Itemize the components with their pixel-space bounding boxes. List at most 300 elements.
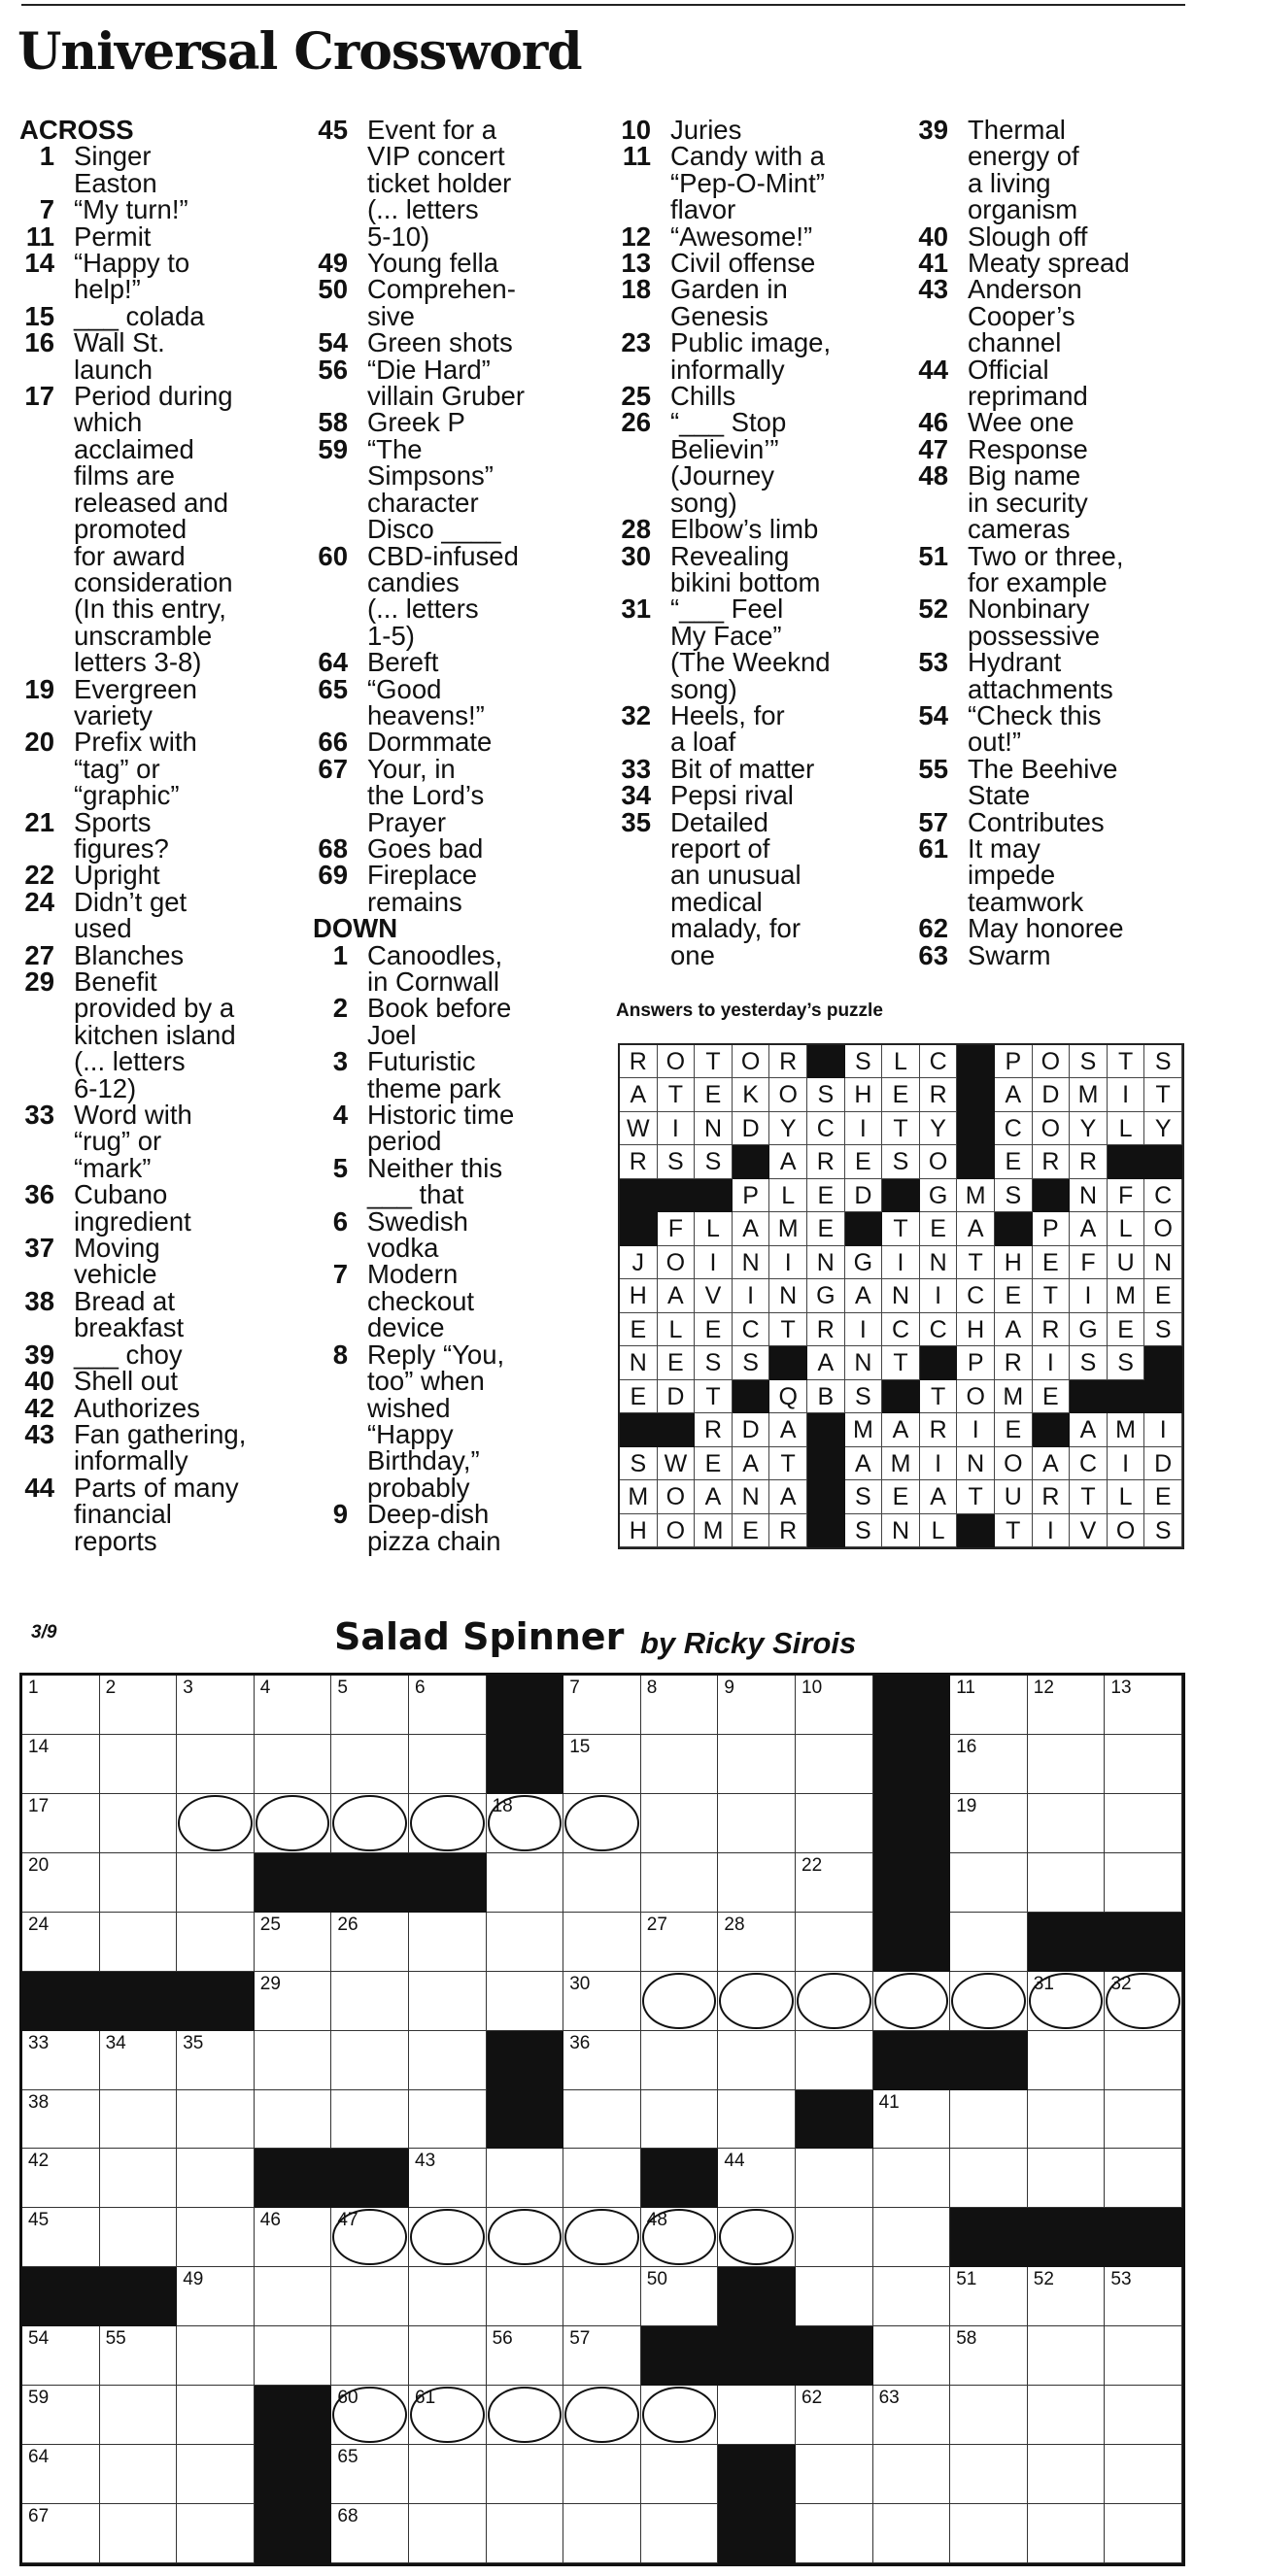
grid-cell[interactable] [796, 1735, 873, 1794]
down-clue[interactable] [313, 1152, 593, 1210]
grid-cell[interactable] [563, 2149, 641, 2208]
down-clue[interactable] [913, 356, 1195, 410]
grid-cell[interactable] [177, 1913, 255, 1972]
grid-cell[interactable] [409, 1913, 487, 1972]
grid-cell[interactable] [641, 1794, 719, 1853]
clue-text: Blanches [74, 939, 185, 970]
down-clue[interactable] [616, 699, 896, 758]
answer-block [807, 1045, 845, 1078]
clue-text: “Die Hard” villain Gruber [367, 354, 526, 412]
grid-cell[interactable] [563, 1913, 641, 1972]
grid-cell[interactable] [718, 2149, 796, 2208]
grid-cell[interactable] [177, 2267, 255, 2326]
grid-cell[interactable] [796, 2149, 873, 2208]
grid-cell[interactable] [1028, 2326, 1106, 2386]
grid-cell[interactable] [563, 2090, 641, 2150]
grid-cell[interactable] [641, 2386, 719, 2445]
grid-cell[interactable] [255, 1735, 332, 1794]
grid-cell[interactable] [255, 1972, 332, 2031]
grid-cell[interactable] [255, 1913, 332, 1972]
grid-cell[interactable] [1105, 2031, 1182, 2090]
grid-cell[interactable] [331, 2386, 409, 2445]
grid-cell[interactable] [1105, 2267, 1182, 2326]
clue-text: Response [968, 433, 1088, 464]
grid-block [255, 2504, 332, 2563]
down-clue[interactable] [313, 1259, 593, 1343]
across-clue[interactable] [313, 540, 593, 651]
grid-cell[interactable] [1028, 2445, 1106, 2504]
grid-cell[interactable] [1105, 2386, 1182, 2445]
grid-cell[interactable] [487, 1794, 564, 1853]
grid-cell[interactable] [331, 2445, 409, 2504]
across-clue[interactable] [19, 143, 274, 196]
grid-cell[interactable] [1105, 1794, 1182, 1853]
across-clue[interactable] [19, 806, 274, 864]
grid-cell[interactable] [487, 2267, 564, 2326]
answer-cell: M [769, 1212, 807, 1245]
across-clue[interactable] [19, 1181, 274, 1235]
grid-cell[interactable] [641, 2445, 719, 2504]
grid-cell[interactable] [641, 1735, 719, 1794]
grid-cell[interactable] [950, 2504, 1028, 2563]
down-clue[interactable] [616, 117, 896, 143]
grid-cell[interactable] [563, 1676, 641, 1735]
down-clue[interactable] [616, 780, 896, 811]
across-clue[interactable] [19, 939, 274, 970]
grid-cell[interactable] [409, 2326, 487, 2386]
down-clue[interactable] [913, 220, 1195, 252]
grid-cell[interactable] [641, 2208, 719, 2267]
grid-cell[interactable] [331, 2208, 409, 2267]
grid-cell[interactable] [409, 2267, 487, 2326]
grid-cell[interactable] [796, 1853, 873, 1913]
grid-cell[interactable] [1028, 2504, 1106, 2563]
grid-cell[interactable] [409, 2386, 487, 2445]
grid-cell[interactable] [177, 2031, 255, 2090]
grid-cell[interactable] [796, 1913, 873, 1972]
grid-cell[interactable] [331, 2031, 409, 2090]
grid-cell[interactable] [1028, 2149, 1106, 2208]
grid-cell[interactable] [873, 2149, 951, 2208]
grid-cell[interactable] [796, 1972, 873, 2031]
grid-cell[interactable] [100, 2031, 178, 2090]
down-clue[interactable] [313, 995, 593, 1048]
grid-cell[interactable] [1028, 1794, 1106, 1853]
grid-cell[interactable] [718, 2386, 796, 2445]
grid-cell[interactable] [409, 1972, 487, 2031]
down-clue[interactable] [313, 1048, 593, 1102]
grid-cell[interactable] [796, 1676, 873, 1735]
across-clue[interactable] [313, 647, 593, 678]
grid-cell[interactable] [1105, 2445, 1182, 2504]
down-clue[interactable] [616, 141, 896, 225]
across-clue[interactable] [19, 329, 274, 383]
clue-text: Fireplace remains [367, 860, 478, 917]
down-clue[interactable] [616, 806, 896, 970]
grid-cell[interactable] [563, 2386, 641, 2445]
grid-cell[interactable] [563, 2208, 641, 2267]
grid-cell[interactable] [873, 1972, 951, 2031]
grid-cell[interactable] [1105, 1676, 1182, 1735]
grid-cell[interactable] [100, 2386, 178, 2445]
across-clue[interactable] [313, 276, 593, 329]
down-clue[interactable] [913, 433, 1195, 464]
clue-text: Dormmate [367, 727, 493, 758]
across-clue[interactable] [19, 1285, 274, 1343]
grid-cell[interactable] [718, 2090, 796, 2150]
grid-cell[interactable] [796, 2445, 873, 2504]
clue-text: Upright [74, 860, 160, 891]
grid-cell[interactable] [177, 2386, 255, 2445]
grid-cell[interactable] [487, 2208, 564, 2267]
grid-cell[interactable] [950, 1972, 1028, 2031]
grid-cell[interactable] [1105, 1735, 1182, 1794]
grid-cell[interactable] [22, 1853, 100, 1913]
grid-cell[interactable] [563, 1972, 641, 2031]
grid-cell[interactable] [563, 2031, 641, 2090]
grid-cell[interactable] [409, 2445, 487, 2504]
grid-cell[interactable] [255, 1794, 332, 1853]
grid-cell[interactable] [641, 2090, 719, 2150]
grid-cell[interactable] [177, 2149, 255, 2208]
grid-cell[interactable] [563, 2504, 641, 2563]
grid-cell[interactable] [718, 1676, 796, 1735]
grid-cell[interactable] [563, 1735, 641, 1794]
grid-cell[interactable] [873, 2326, 951, 2386]
down-clue[interactable] [313, 1501, 593, 1554]
answer-block [807, 1514, 845, 1547]
grid-cell[interactable] [796, 2386, 873, 2445]
grid-cell[interactable] [331, 1676, 409, 1735]
clue-text: Fan gathering, informally [74, 1418, 247, 1476]
grid-cell[interactable] [718, 1794, 796, 1853]
down-clue[interactable] [313, 1205, 593, 1264]
grid-cell[interactable] [22, 1735, 100, 1794]
grid-cell[interactable] [22, 1913, 100, 1972]
grid-cell[interactable] [563, 2267, 641, 2326]
grid-cell[interactable] [100, 1735, 178, 1794]
grid-block [718, 2326, 796, 2386]
grid-cell[interactable] [641, 2504, 719, 2563]
grid-cell[interactable] [100, 1913, 178, 1972]
grid-cell[interactable] [100, 2149, 178, 2208]
grid-cell[interactable] [1028, 2267, 1106, 2326]
across-clue[interactable] [313, 832, 593, 864]
grid-cell[interactable] [331, 1913, 409, 1972]
down-clue[interactable] [913, 913, 1195, 944]
clue-text: “Check this out!” [968, 699, 1102, 758]
grid-cell[interactable] [331, 2504, 409, 2563]
grid-cell[interactable] [563, 2326, 641, 2386]
across-clue[interactable] [313, 433, 593, 545]
grid-cell[interactable] [22, 2090, 100, 2150]
across-clue[interactable] [19, 673, 274, 730]
clue-text: Civil offense [670, 248, 816, 279]
down-clue[interactable] [616, 409, 896, 516]
grid-cell[interactable] [563, 1853, 641, 1913]
answer-cell: U [1108, 1246, 1145, 1279]
across-clue[interactable] [19, 727, 274, 811]
grid-cell[interactable] [873, 2090, 951, 2150]
down-clue[interactable] [913, 699, 1195, 758]
across-clue[interactable] [19, 194, 274, 225]
grid-cell[interactable] [950, 1794, 1028, 1853]
grid-cell[interactable] [1028, 2090, 1106, 2150]
grid-cell[interactable] [22, 2031, 100, 2090]
grid-cell[interactable] [22, 2208, 100, 2267]
down-clue[interactable] [616, 220, 896, 252]
across-clue[interactable] [19, 300, 274, 331]
grid-cell[interactable] [950, 2149, 1028, 2208]
across-clue[interactable] [313, 407, 593, 438]
grid-cell[interactable] [1028, 2031, 1106, 2090]
answer-cell: D [1033, 1078, 1071, 1111]
grid-cell[interactable] [950, 2445, 1028, 2504]
grid-cell[interactable] [873, 2504, 951, 2563]
down-clue[interactable] [913, 806, 1195, 837]
across-clue[interactable] [19, 1392, 274, 1423]
down-clue[interactable] [913, 939, 1195, 970]
grid-cell[interactable] [177, 2208, 255, 2267]
grid-cell[interactable] [1028, 1972, 1106, 2031]
grid-cell[interactable] [950, 1853, 1028, 1913]
clue-number: 26 [621, 407, 651, 438]
grid-cell[interactable] [641, 2031, 719, 2090]
grid-cell[interactable] [641, 1972, 719, 2031]
grid-cell[interactable] [950, 2267, 1028, 2326]
across-clue[interactable] [313, 753, 593, 837]
grid-cell[interactable] [22, 1676, 100, 1735]
grid-cell[interactable] [487, 2149, 564, 2208]
grid-cell[interactable] [255, 2326, 332, 2386]
grid-cell[interactable] [796, 2208, 873, 2267]
grid-cell[interactable] [487, 2326, 564, 2386]
grid-cell[interactable] [255, 2090, 332, 2150]
grid-cell[interactable] [487, 1853, 564, 1913]
grid-cell[interactable] [331, 2090, 409, 2150]
down-clue[interactable] [616, 595, 896, 702]
grid-cell[interactable] [796, 2031, 873, 2090]
across-clue[interactable] [313, 356, 593, 410]
grid-cell[interactable] [641, 1853, 719, 1913]
down-clue[interactable] [913, 649, 1195, 702]
grid-cell[interactable] [718, 1972, 796, 2031]
across-clue[interactable] [19, 860, 274, 891]
grid-cell[interactable] [331, 1794, 409, 1853]
down-clue[interactable] [913, 595, 1195, 649]
grid-cell[interactable] [100, 1794, 178, 1853]
grid-cell[interactable] [950, 2386, 1028, 2445]
grid-cell[interactable] [1028, 1676, 1106, 1735]
grid-cell[interactable] [950, 1735, 1028, 1794]
grid-cell[interactable] [255, 2031, 332, 2090]
grid-cell[interactable] [796, 2267, 873, 2326]
grid-cell[interactable] [22, 1794, 100, 1853]
grid-cell[interactable] [487, 2504, 564, 2563]
down-clue[interactable] [616, 753, 896, 784]
grid-cell[interactable] [718, 2208, 796, 2267]
grid-cell[interactable] [718, 1913, 796, 1972]
grid-cell[interactable] [718, 1735, 796, 1794]
grid-cell[interactable] [255, 2208, 332, 2267]
grid-cell[interactable] [641, 1913, 719, 1972]
grid-cell[interactable] [796, 1794, 873, 1853]
grid-cell[interactable] [1105, 2090, 1182, 2150]
grid-cell[interactable] [331, 1735, 409, 1794]
grid-cell[interactable] [641, 1676, 719, 1735]
answer-cell: R [620, 1045, 658, 1078]
answer-block [957, 1145, 995, 1178]
grid-cell[interactable] [718, 2031, 796, 2090]
grid-cell[interactable] [177, 1794, 255, 1853]
grid-cell[interactable] [873, 2445, 951, 2504]
down-clue[interactable] [913, 832, 1195, 917]
grid-cell[interactable] [563, 1794, 641, 1853]
grid-cell[interactable] [100, 1853, 178, 1913]
grid-cell[interactable] [22, 2445, 100, 2504]
down-clue[interactable] [616, 381, 896, 412]
grid-cell[interactable] [1105, 2149, 1182, 2208]
answer-cell: F [1108, 1179, 1145, 1212]
grid-cell[interactable] [950, 1913, 1028, 1972]
clue-text: Nonbinary possessive [968, 593, 1101, 651]
grid-cell[interactable] [409, 1735, 487, 1794]
grid-cell[interactable] [409, 1794, 487, 1853]
answer-cell: L [882, 1045, 920, 1078]
grid-cell[interactable] [22, 2149, 100, 2208]
clue-text: Candy with a “Pep-O-Mint” flavor [670, 141, 825, 225]
grid-cell[interactable] [331, 2267, 409, 2326]
across-clue[interactable] [313, 673, 593, 730]
grid-cell[interactable] [177, 1676, 255, 1735]
grid-cell[interactable] [409, 2208, 487, 2267]
grid-cell[interactable] [641, 2267, 719, 2326]
grid-cell[interactable] [177, 2504, 255, 2563]
down-clue[interactable] [913, 276, 1195, 356]
grid-cell[interactable] [1028, 2386, 1106, 2445]
grid-cell[interactable] [331, 2326, 409, 2386]
down-clue[interactable] [913, 540, 1195, 597]
down-clue[interactable] [616, 276, 896, 329]
grid-cell[interactable] [487, 1913, 564, 1972]
down-clue[interactable] [616, 329, 896, 383]
grid-cell[interactable] [409, 2504, 487, 2563]
grid-cell[interactable] [100, 2504, 178, 2563]
grid-cell[interactable] [100, 2326, 178, 2386]
answer-cell: W [620, 1112, 658, 1145]
grid-cell[interactable] [563, 2445, 641, 2504]
grid-cell[interactable] [950, 1676, 1028, 1735]
across-clue[interactable] [19, 1474, 274, 1554]
grid-cell[interactable] [873, 2386, 951, 2445]
down-clue[interactable] [616, 248, 896, 279]
down-clue[interactable] [313, 1102, 593, 1155]
down-clue[interactable] [616, 514, 896, 545]
grid-cell[interactable] [1105, 1853, 1182, 1913]
across-clue[interactable] [313, 117, 593, 250]
grid-block [873, 1853, 951, 1913]
grid-cell[interactable] [255, 2267, 332, 2326]
clue-number: 40 [918, 220, 948, 252]
answer-cell: N [1144, 1246, 1182, 1279]
grid-cell[interactable] [796, 2504, 873, 2563]
grid-cell[interactable] [100, 2208, 178, 2267]
across-clue[interactable] [19, 1366, 274, 1397]
grid-cell[interactable] [177, 2326, 255, 2386]
across-clue[interactable] [19, 1235, 274, 1288]
across-clue[interactable] [19, 250, 274, 303]
across-clue[interactable] [19, 381, 274, 678]
grid-cell[interactable] [487, 2445, 564, 2504]
grid-cell[interactable] [255, 1676, 332, 1735]
grid-cell[interactable] [177, 1735, 255, 1794]
cell-number: 29 [259, 1973, 281, 1994]
across-clue[interactable] [19, 1102, 274, 1181]
down-clue[interactable] [913, 407, 1195, 438]
grid-cell[interactable] [100, 2090, 178, 2150]
grid-cell[interactable] [409, 2090, 487, 2150]
grid-cell[interactable] [177, 2090, 255, 2150]
down-clue[interactable] [913, 460, 1195, 545]
grid-cell[interactable] [1105, 1972, 1182, 2031]
across-clue[interactable] [313, 862, 593, 915]
grid-cell[interactable] [331, 1972, 409, 2031]
grid-cell[interactable] [873, 2267, 951, 2326]
answer-cell: D [1144, 1447, 1182, 1480]
grid-cell[interactable] [177, 2445, 255, 2504]
down-clue[interactable] [616, 540, 896, 597]
across-clue[interactable] [19, 968, 274, 1102]
answer-cell: T [957, 1246, 995, 1279]
clue-text: Neither this ___ that [367, 1152, 503, 1210]
grid-cell[interactable] [100, 1676, 178, 1735]
grid-cell[interactable] [1105, 2504, 1182, 2563]
grid-cell[interactable] [487, 2386, 564, 2445]
grid-cell[interactable] [950, 2326, 1028, 2386]
grid-cell[interactable] [1028, 1853, 1106, 1913]
down-clue[interactable] [313, 1341, 593, 1501]
across-clue[interactable] [19, 220, 274, 252]
grid-cell[interactable] [409, 2031, 487, 2090]
answer-cell: E [1108, 1313, 1145, 1346]
clue-number: 21 [24, 806, 54, 837]
grid-cell[interactable] [718, 1853, 796, 1913]
across-clue[interactable] [313, 329, 593, 356]
down-clue[interactable] [913, 248, 1195, 279]
grid-cell[interactable] [100, 2445, 178, 2504]
grid-cell[interactable] [950, 2090, 1028, 2150]
grid-cell[interactable] [873, 2208, 951, 2267]
across-clue[interactable] [313, 248, 593, 279]
across-clue[interactable] [19, 1418, 274, 1476]
across-clue[interactable] [19, 886, 274, 944]
down-clue[interactable] [913, 117, 1195, 223]
grid-cell[interactable] [22, 2386, 100, 2445]
down-clue[interactable] [913, 753, 1195, 811]
grid-cell[interactable] [487, 1972, 564, 2031]
across-clue[interactable] [313, 727, 593, 758]
grid-block [950, 2208, 1028, 2267]
across-clue[interactable] [19, 1341, 274, 1368]
down-clue[interactable] [313, 939, 593, 997]
grid-cell[interactable] [1105, 2326, 1182, 2386]
grid-cell[interactable] [22, 2504, 100, 2563]
grid-cell[interactable] [409, 1676, 487, 1735]
grid-cell[interactable] [409, 2149, 487, 2208]
grid-cell[interactable] [22, 2326, 100, 2386]
grid-cell[interactable] [1028, 1735, 1106, 1794]
grid-cell[interactable] [177, 1853, 255, 1913]
